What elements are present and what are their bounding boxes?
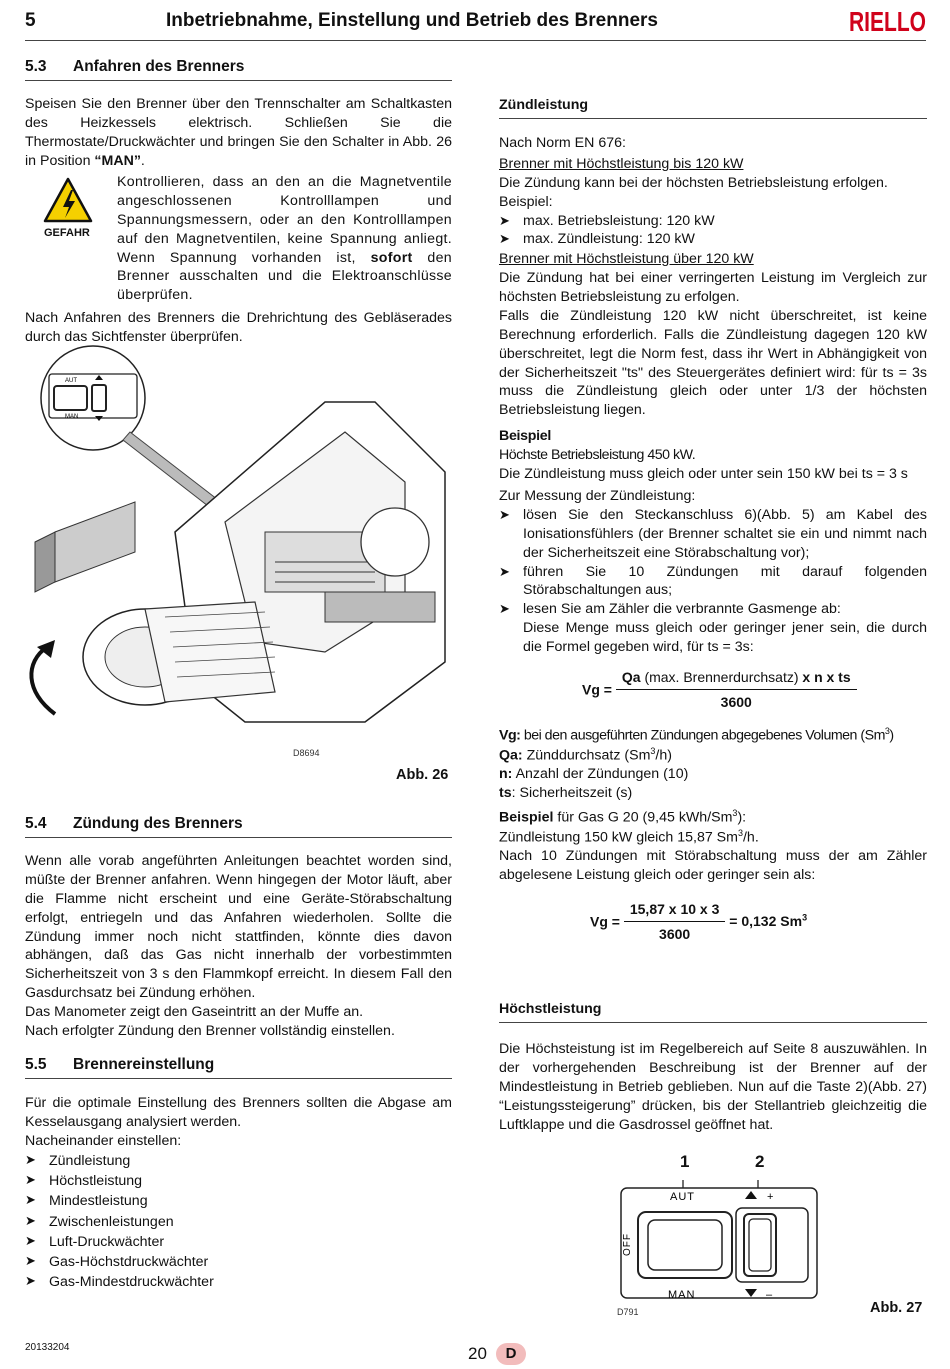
list-item: ➤ Gas-Höchstdruckwächter xyxy=(25,1252,452,1272)
formula-example: Vg = $\frac{15,87 x 10 x 3}{3600}$ = 0,132 Sm$^3$ xyxy=(590,901,808,942)
svg-text:MAN: MAN xyxy=(65,414,79,420)
section-5-3-heading: 5.3 Anfahren des Brenners xyxy=(25,58,245,75)
list-item: ➤ lösen Sie den Steckanschluss 6)(Abb. 5) am Kabel des Ionisationsfühlers (der Brenner schaltet sie ein und nimmt nach der Sicherheitszeit eine Störabschaltung vor); xyxy=(499,506,927,563)
list-item: ➤ Luft-Druckwächter xyxy=(25,1232,452,1252)
list-item: ➤ Mindestleistung xyxy=(25,1191,452,1211)
list-item: ➤ führen Sie 10 Zündungen mit darauf folgenden Störabschaltungen aus; xyxy=(499,563,927,601)
section-rule xyxy=(499,1022,927,1023)
list-item: ➤ Zwischenleistungen xyxy=(25,1212,452,1232)
adjustment-list xyxy=(25,1151,452,1293)
switch-panel-figure xyxy=(612,1180,822,1310)
warning-text: Kontrollieren, dass an den an die Magnetventile angeschlossenen Kontrolllampen und Spannungsmessern, oder an den Kontrolllampen auf den Magnetventilen, keine Spannung anliegt. Wenn Spannung vorhanden ist, sofort den Brenner ausschalten und die Elektroanschlüsse überprüfen. xyxy=(117,174,452,304)
svg-text:MAN: MAN xyxy=(668,1289,696,1301)
svg-text:AUT: AUT xyxy=(65,378,77,384)
page-number: 20 xyxy=(468,1344,487,1363)
list-item: ➤ max. Zündleistung: 120 kW xyxy=(499,230,927,249)
page-title: Inbetriebnahme, Einstellung und Betrieb des Brenners xyxy=(166,10,658,31)
section-5-4-heading: 5.4 Zündung des Brenners xyxy=(25,815,243,832)
svg-text:RIELLO: RIELLO xyxy=(849,6,926,37)
figure-26-label: Abb. 26 xyxy=(396,767,449,783)
list-item: ➤ Gas-Mindestdruckwächter xyxy=(25,1272,452,1292)
formula-vg: Vg = $\frac{\text{Qa (max. Brennerdurchsatz) x n x ts}}{3600}$ xyxy=(582,668,857,711)
list-item: ➤ max. Betriebsleistung: 120 kW xyxy=(499,212,927,231)
legend-block: Vg: bei den ausgeführten Zündungen abgegebenes Volumen (Sm$^3$) Qa: Zünddurchsatz (Sm$^3$/h) n: Anzahl der Zündungen (10) ts: Sicherheitszeit (s) Beispiel für Gas G 20 (9,45 kWh/Sm$^3$): Zündleistung 150 kW gleich 15,87 Sm$^3$/h. Nach 10 Zündungen mit Störabschaltung muss der am Zähler abgelesene Leistung gleich oder geringer sein als: xyxy=(499,726,927,884)
chapter-number: 5 xyxy=(25,10,36,31)
figure-27-label: Abb. 27 xyxy=(870,1300,923,1316)
measurement-block: Zur Messung der Zündleistung: ➤ lösen Sie den Steckanschluss 6)(Abb. 5) am Kabel des Ionisationsfühlers (der Brenner schaltet sie ein und nimmt nach der Sicherheitszeit eine Störabschaltung vor); ➤ führen Sie 10 Zündungen mit darauf folgenden Störabschaltungen aus; ➤ lesen Sie am Zähler die verbrannte Gasmenge ab: Diese Menge muss gleich oder geringer jener sein, die durch die Formel gegeben wird, für ts = 3s: xyxy=(499,487,927,657)
section-rule xyxy=(25,1078,452,1079)
header-rule xyxy=(25,40,926,41)
list-item: ➤ lesen Sie am Zähler die verbrannte Gasmenge ab: xyxy=(499,600,927,619)
max-power-body: Die Höchsteistung ist im Regelbereich auf Seite 8 auszuwählen. In der vorhergehenden Beschreibung ist der Brenner auf der Mindestleistung in Betrieb geblieben. Nun auf die Taste 2)(Abb. 27) “Leistungssteigerung” drücken, bis der Stellantrieb gleichzeitig die Luftklappe und die Gasdrossel geöffnet hat. xyxy=(499,1041,927,1133)
high-voltage-warning-icon xyxy=(43,176,93,224)
burner-figure xyxy=(25,362,445,762)
callout-1: 1 xyxy=(680,1152,690,1171)
example-block: Beispiel Höchste Betriebsleistung 450 kW. Die Zündleistung muss gleich oder unter sein 150 kW bei ts = 3 s xyxy=(499,428,908,482)
section-5-3-intro: Speisen Sie den Brenner über den Trennschalter am Schaltkasten des Heizkessels elektrisch. Schließen Sie die Thermostate/Druckwächter und bringen Sie den Schalter in Abb. 26 in Position “MAN”. xyxy=(25,96,452,169)
document-number: 20133204 xyxy=(25,1342,70,1353)
riello-logo xyxy=(849,6,927,36)
svg-text:+: + xyxy=(767,1191,774,1203)
ignition-heading: Zündleistung xyxy=(499,97,589,113)
svg-text:OFF: OFF xyxy=(622,1233,633,1256)
section-5-5-heading: 5.5 Brennereinstellung xyxy=(25,1056,215,1073)
language-badge: D xyxy=(496,1343,526,1365)
section-rule xyxy=(25,80,452,81)
section-5-5-body: Für die optimale Einstellung des Brenners sollten die Abgase am Kesselausgang analysiert werden. Nacheinander einstellen: ➤ Zündleistung ➤ Höchstleistung ➤ Mindestleistung ➤ Zwischenleistungen ➤ Luft-Druckwächter ➤ Gas-Höchstdruckwächter ➤ Gas-Mindestdruckwächter xyxy=(25,1094,452,1293)
svg-text:D8694: D8694 xyxy=(293,748,320,758)
section-5-4-body: Wenn alle vorab angeführten Anleitungen beachtet worden sind, müßte der Brenner anfahren. Wenn hingegen der Motor läuft, aber die Flamme nicht erscheint und eine Geräte-Störabschaltung erfolgt, entriegeln und das Anfahren wiederholen. Sollte die Zündung immer noch nicht stattfinden, könnte dies davon abhängen, daß das Gas nicht innerhalb der vorbestimmten Sicherheitszeit von 3 s den Flammkopf erreicht. In diesem Fall den Gasdurchsatz bei Zündung erhöhen. Das Manometer zeigt den Gaseintritt an der Muffe an. Nach erfolgter Zündung den Brenner vollständig einstellen. xyxy=(25,853,452,1039)
section-rule xyxy=(499,118,927,119)
figure-27-code: D791 xyxy=(617,1307,639,1317)
ignition-body: Nach Norm EN 676: Brenner mit Höchstleistung bis 120 kW Die Zündung kann bei der höchsten Betriebsleistung erfolgen. Beispiel: ➤ max. Betriebsleistung: 120 kW ➤ max. Zündleistung: 120 kW Brenner mit Höchstleistung über 120 kW Die Zündung hat bei einer verringerten Leistung im Vergleich zur höchsten Betriebsleistung zu erfolgen. Falls die Zündleistung 120 kW nicht überschreitet, ist keine Berechnung erforderlich. Falls die Zündleistung dagegen 120 kW überschreitet, legt die Norm fest, dass ihr Wert in Abhängigkeit von der Sicherheitszeit "ts" des Steuergerätes definiert wird: für ts = 3s muss die Zündleistung gleich oder unter 1/3 der höchsten Betriebsleistung liegen. xyxy=(499,134,927,420)
max-power-heading: Höchstleistung xyxy=(499,1001,602,1017)
section-rule xyxy=(25,837,452,838)
list-item: ➤ Höchstleistung xyxy=(25,1171,452,1191)
section-5-3-after: Nach Anfahren des Brenners die Drehrichtung des Gebläserades durch das Sichtfenster überprüfen. xyxy=(25,310,452,345)
warning-label: GEFAHR xyxy=(44,227,90,239)
svg-text:AUT: AUT xyxy=(670,1191,695,1203)
svg-text:–: – xyxy=(766,1289,773,1301)
callout-2: 2 xyxy=(755,1152,765,1171)
list-item: ➤ Zündleistung xyxy=(25,1151,452,1171)
